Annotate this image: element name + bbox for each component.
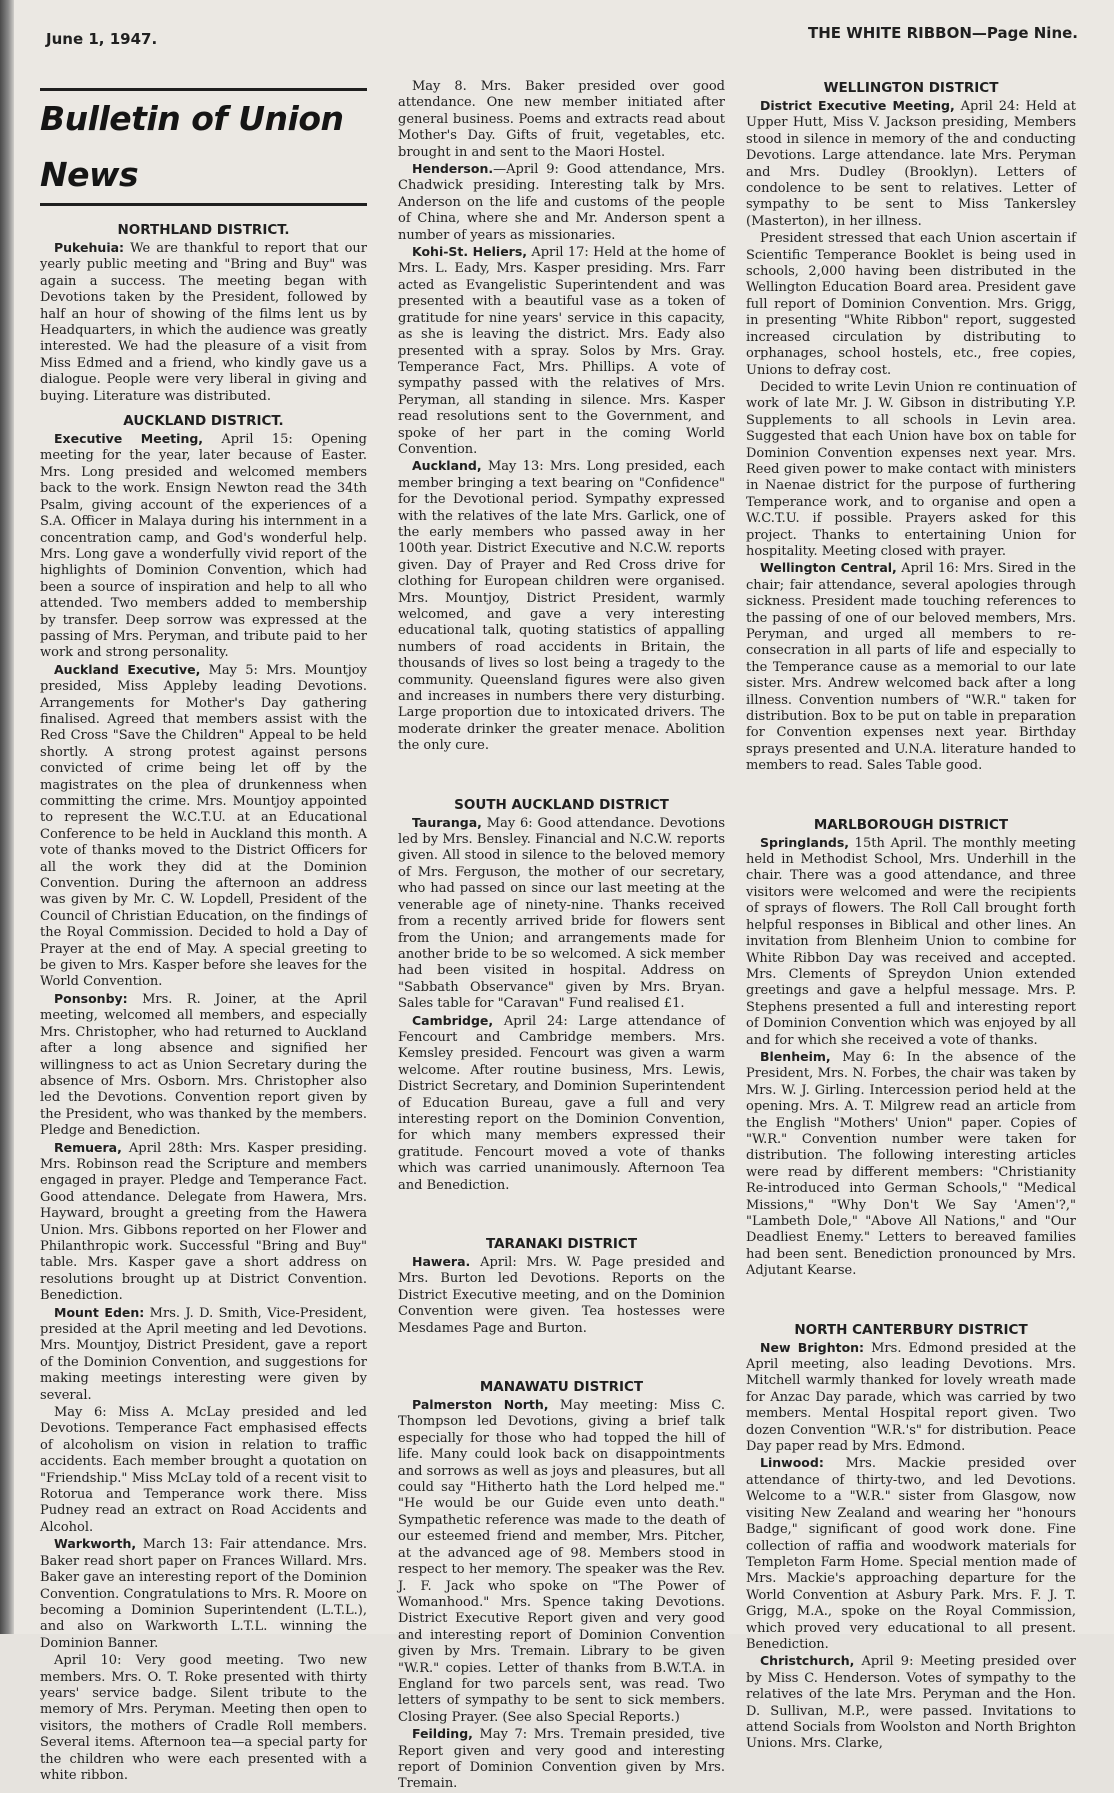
district-heading: MANAWATU DISTRICT	[479, 1379, 644, 1396]
report-text: Mrs. Edmond presided at the April meeting, also leading Devotions. Mrs. Mitchell warmly thanked for lovely wreath made for Anzac Day parade, which was carried by two members. Mental Hospital report given. Two dozen Convention "W.R.'s" for distribution. Peace Day paper read by Mrs. Edmond.	[746, 1340, 1077, 1455]
union-report	[40, 991, 367, 1140]
union-report	[40, 1305, 367, 1404]
entry-list	[398, 1397, 725, 1793]
union-name: Wellington Central,	[760, 560, 897, 576]
district-heading: NORTH CANTERBURY DISTRICT	[794, 1321, 1028, 1338]
union-name: Auckland Executive,	[54, 661, 201, 677]
district-heading: SOUTH AUCKLAND DISTRICT	[454, 796, 669, 813]
union-report	[746, 1653, 1076, 1752]
union-name: New Brighton:	[760, 1339, 865, 1355]
report-text: 15th April. The monthly meeting held in Methodist School, Mrs. Underhill in the chair. There was a good attendance, and three visitors were welcomed and were the recipients of sprays of flowers. The Roll Call brought forth helpful responses in Biblical and other lines. An invitation from Blenheim Union to combine for White Ribbon Day was received and accepted. Mrs. Clements of Spreydon Union extended greetings and gave a helpful message. Mrs. P. Stephens presented a full and interesting report of Dominion Convention which was enjoyed by all and for which she received a vote of thanks.	[746, 835, 1076, 1048]
union-name: Henderson.	[412, 161, 494, 177]
report-text: May 6: In the absence of the President, Mrs. N. Forbes, the chair was taken by Mrs. W. J. Girling. Intercession period held at the opening. Mrs. A. T. Milgrew read an article from the English "Mothers' Union" paper. Copies of "W.R." Convention number were taken for distribution. The following interesting articles were read by different members: "Christianity Re-introduced into German Schools," "Medical Missions," "Why Don't We Say 'Amen'?," "Lambeth Dole," "Above All Nations," and "Our Deadliest Enemy." Letters to bereaved families had been sent. Benediction pronounced by Mrs. Adjutant Kearse.	[746, 1049, 1076, 1279]
district-heading: MARLBOROUGH DISTRICT	[813, 816, 1009, 833]
union-report	[398, 78, 725, 161]
union-name: Auckland,	[412, 458, 482, 474]
union-name: Linwood:	[760, 1455, 824, 1471]
union-report	[398, 815, 725, 1013]
union-report	[40, 662, 367, 991]
union-report	[746, 1049, 1076, 1280]
union-report	[746, 230, 1076, 379]
report-text: April 16: Mrs. Sired in the chair; fair attendance, several apologies through sickness. President made touching references to the passing of one of our beloved members, Mrs. Peryman, and urged all members to re-consecration in all parts of life and especially to the Temperance cause as a memorial to our late sister. Mrs. Andrew welcomed back after a long illness. Convention numbers of "W.R." taken for distribution. Box to be put on table in preparation for Convention expenses next year. Birthday sprays presented and U.N.A. literature handed to members to read. Sales Table good.	[746, 561, 1076, 774]
district-wellington	[746, 80, 1076, 775]
district-heading: AUCKLAND DISTRICT.	[123, 413, 284, 430]
union-name: Remuera,	[54, 1139, 122, 1155]
entry-list	[746, 98, 1076, 775]
union-report	[746, 1455, 1076, 1653]
report-text: Mrs. R. Joiner, at the April meeting, welcomed all members, and especially Mrs. Christopher, who had returned to Auckland after a long absence and signified her willingness to act as Union Secretary during the absence of Mrs. Osborn. Mrs. Christopher also led the Devotions. Convention report given by the President, who was thanked by the members. Pledge and Benediction.	[40, 991, 367, 1139]
report-text: President stressed that each Union ascertain if Scientific Temperance Booklet is being used in schools, 2,000 having been distributed in the Wellington Education Board area. President gave full report of Dominion Convention. Mrs. Grigg, in presenting "White Ribbon" report, suggested increased circulation by distributing to orphanages, school hostels, etc., free copies, Unions to defray cost.	[746, 231, 1076, 378]
union-report	[40, 1652, 367, 1784]
union-name: Feilding,	[412, 1726, 473, 1742]
masthead-title: Bulletin of Union News	[40, 99, 344, 194]
union-report	[40, 431, 367, 662]
district-auckland-continued	[398, 78, 725, 755]
report-text: April 24: Held at Upper Hutt, Miss V. Jackson presiding, Members stood in silence in memory of the and conducting Devotions. Large attendance. late Mrs. Peryman and Mrs. Dudley (Brooklyn). Letters of condolence to be sent to relatives. Letter of sympathy to be sent to Miss Tankersley (Masterton), in her illness.	[746, 99, 1076, 229]
running-head: THE WHITE RIBBON—Page Nine.	[807, 24, 1078, 42]
union-report	[398, 244, 725, 458]
union-name: Warkworth,	[54, 1536, 137, 1552]
column-1	[40, 78, 368, 1783]
entry-list	[40, 431, 367, 1784]
report-text: Mrs. Mackie presided over attendance of thirty-two, and led Devotions. Welcome to a "W.R." sister from Glasgow, now visiting New Zealand and wearing her "honours Badge," significant of good work done. Fine collection of raffia and woodwork materials for Templeton Farm Home. Special mention made of Mrs. Mackie's approaching departure for the World Convention at Asbury Park. Mrs. F. J. T. Grigg, M.A., spoke on the Royal Commission, which proved very educational to all present. Benediction.	[746, 1456, 1076, 1652]
district-heading: TARANAKI DISTRICT	[485, 1236, 638, 1252]
union-report	[746, 835, 1076, 1049]
column-3	[746, 78, 1077, 1752]
report-text: April 10: Very good meeting. Two new members. Mrs. O. T. Roke presented with thirty years' service badge. Silent tribute to the memory of Mrs. Peryman. Meeting then open to visitors, the mothers of Cradle Roll members. Several items. Afternoon tea—a special party for the children who were each presented with a white ribbon.	[40, 1653, 367, 1783]
union-name: Kohi-St. Heliers,	[412, 244, 528, 260]
report-text: We are thankful to report that our yearly public meeting and "Bring and Buy" was again a success. The meeting began with Devotions taken by the President, followed by half an hour of showing of the films lent us by Headquarters, in which the audience was greatly interested. We had the pleasure of a visit from Miss Edmed and a friend, who kindly gave us a dialogue. People were very liberal in giving and buying. Literature was distributed.	[40, 241, 367, 404]
district-marlborough	[746, 817, 1076, 1280]
union-name: Springlands,	[760, 834, 850, 850]
report-text: May 5: Mrs. Mountjoy presided, Miss Appleby leading Devotions. Arrangements for Mother's Day gathering finalised. Agreed that members assist with the Red Cross "Save the Children" Appeal to be held shortly. A strong protest against persons convicted of crime being let off by the magistrates on the plea of drunkenness when committing the crime. Mrs. Mountjoy appointed to represent the W.C.T.U. at an Educational Conference to be held in Auckland this month. A vote of thanks moved to the District Officers for all the work they did at the Dominion Convention. During the afternoon an address was given by Mr. C. W. Lopdell, President of the Council of Christian Education, on the findings of the Royal Commission. Decided to hold a Day of Prayer at the end of May. A special greeting to be given to Mrs. Kasper before she leaves for the World Convention.	[40, 662, 367, 990]
union-report	[746, 379, 1076, 560]
report-text: April 24: Large attendance of Fencourt and Cambridge members. Mrs. Kemsley presided. Fencourt was given a warm welcome. After routine business, Mrs. Lewis, District Secretary, and Dominion Superintendent of Education Bureau, gave a full and very interesting report on the Dominion Convention, for which many members expressed their gratitude. Fencourt moved a vote of thanks which was carried unanimously. Afternoon Tea and Benediction.	[398, 1013, 725, 1193]
entry-list	[398, 815, 725, 1194]
union-report	[40, 1404, 367, 1536]
district-south-auckland	[398, 797, 725, 1194]
union-name: Mount Eden:	[54, 1304, 145, 1320]
report-text: May 13: Mrs. Long presided, each member bringing a text bearing on "Confidence" for the Devotional period. Sympathy expressed with the relatives of the late Mrs. Garlick, one of the early members who passed away in her 100th year. District Executive and N.C.W. reports given. Day of Prayer and Red Cross drive for clothing for European children were organised. Mrs. Mountjoy, District President, warmly welcomed, and gave a very interesting educational talk, quoting statistics of appalling numbers of road accidents in Britain, the thousands of lives so lost being a tragedy to the community. Queensland figures were also given and increases in numbers there very disturbing. Large proportion due to intoxicated drivers. The moderate drinker the greater menace. Abolition the only cure.	[398, 459, 725, 754]
district-northland	[40, 222, 367, 405]
page-binding-edge	[0, 0, 14, 1634]
district-north-canterbury	[746, 1322, 1076, 1753]
union-name: Pukehuia:	[54, 240, 125, 255]
district-manawatu	[398, 1379, 725, 1793]
union-name: Palmerston North,	[412, 1397, 549, 1413]
union-report	[398, 1013, 725, 1194]
report-text: May 6: Miss A. McLay presided and led Devotions. Temperance Fact emphasised effects of alcoholism on vision in relation to traffic accidents. Each member brought a quotation on "Friendship." Miss McLay told of a recent visit to Rotorua and Temperance work there. Miss Pudney read an extract on Road Accidents and Alcohol.	[40, 1405, 367, 1535]
union-report	[746, 98, 1076, 230]
union-report	[746, 560, 1076, 774]
report-text: May 8. Mrs. Baker presided over good attendance. One new member initiated after general business. Poems and extracts read about Mother's Day. Gifts of fruit, vegetables, etc. brought in and sent to the Maori Hostel.	[398, 79, 725, 160]
report-text: April 17: Held at the home of Mrs. L. Eady, Mrs. Kasper presiding. Mrs. Farr acted as Evangelistic Superintendent and was presented with a beautiful vase as a token of gratitude for nine years' service in this capacity, as she is leaving the district. Mrs. Eady also presented with a spray. Solos by Mrs. Gray. Temperance Fact, Mrs. Phillips. A vote of sympathy passed with the relatives of Mrs. Peryman, all standing in silence. Mrs. Kasper read resolutions sent to the Government, and spoke of her part in the coming World Convention.	[398, 245, 725, 457]
union-name: Ponsonby:	[54, 990, 128, 1006]
column-2	[398, 78, 725, 1792]
district-taranaki	[398, 1236, 725, 1337]
union-report	[40, 1140, 367, 1305]
entry-list	[398, 1254, 725, 1337]
union-name: District Executive Meeting,	[760, 98, 955, 113]
entry-list	[40, 240, 367, 405]
union-name: Tauranga,	[412, 814, 482, 830]
report-text: May 7: Mrs. Tremain presided, tive Report given and very good and interesting report of Dominion Convention given by Mrs. Tremain.	[398, 1727, 725, 1792]
district-heading: WELLINGTON DISTRICT	[823, 80, 999, 96]
district-auckland	[40, 413, 367, 1784]
union-name: Hawera.	[412, 1254, 471, 1269]
report-text: May meeting: Miss C. Thompson led Devotions, giving a brief talk especially for those who had topped the hill of life. Many could look back on disappointments and sorrows as well as joys and pleasures, but all could say "Hitherto hath the Lord helped me." "He would be our Guide even unto death." Sympathetic reference was made to the death of our esteemed friend and member, Mrs. Pitcher, at the advanced age of 98. Members stood in respect to her memory. The speaker was the Rev. J. F. Jack who spoke on "The Power of Womanhood." Mrs. Spence taking Devotions. District Executive Report given and very good and interesting report of Dominion Convention given by Mrs. Tremain. Library to be given "W.R." copies. Letter of thanks from B.W.T.A. in England for two parcels sent, was read. Two letters of sympathy to be sent to sick members. Closing Prayer. (See also Special Reports.)	[398, 1398, 725, 1725]
entry-list	[746, 835, 1076, 1280]
report-text: April 28th: Mrs. Kasper presiding. Mrs. Robinson read the Scripture and members engaged in prayer. Pledge and Temperance Fact. Good attendance. Delegate from Hawera, Mrs. Hayward, brought a greeting from the Hawera Union. Mrs. Gibbons reported on her Flower and Philanthropic work. Successful "Bring and Buy" table. Mrs. Kasper gave a short address on resolutions brought up at District Convention. Benediction.	[40, 1140, 367, 1304]
union-name: Christchurch,	[760, 1653, 855, 1669]
entry-list	[746, 1340, 1076, 1753]
union-report	[398, 1254, 725, 1337]
issue-date: June 1, 1947.	[46, 30, 158, 48]
report-text: Mrs. J. D. Smith, Vice-President, presided at the April meeting and led Devotions. Mrs. Mountjoy, District President, gave a report of the Dominion Convention, and suggestions for making meetings interesting were given by several.	[40, 1305, 368, 1403]
union-report	[398, 1726, 725, 1793]
union-report	[398, 458, 725, 754]
union-report	[398, 1397, 725, 1726]
report-text: —April 9: Good attendance, Mrs. Chadwick presiding. Interesting talk by Mrs. Anderson on the life and customs of the people of China, where she and Mr. Anderson spent a number of years as missionaries.	[398, 162, 725, 243]
union-name: Executive Meeting,	[54, 431, 204, 447]
masthead	[40, 88, 367, 206]
union-report	[746, 1340, 1076, 1456]
report-text: April 15: Opening meeting for the year, later because of Easter. Mrs. Long presided and welcomed members back to the work. Ensign Newton read the 34th Psalm, giving account of the experiences of a S.A. Officer in Malaya during his internment in a concentration camp, and God's wonderful help. Mrs. Long gave a wonderfully vivid report of the highlights of Dominion Convention, which had been a source of inspiration and help to all who attended. Two members added to membership by transfer. Deep sorrow was expressed at the passing of Mrs. Peryman, and tribute paid to her work and strong personality.	[40, 432, 367, 661]
union-report	[40, 1536, 367, 1652]
district-heading: NORTHLAND DISTRICT.	[117, 222, 290, 238]
union-report	[398, 161, 725, 244]
union-name: Blenheim,	[760, 1048, 831, 1064]
report-text: April 9: Meeting presided over by Miss C. Henderson. Votes of sympathy to the relatives of the late Mrs. Peryman and the Hon. D. Sullivan, M.P., were passed. Invitations to attend Socials from Woolston and North Brighton Unions. Mrs. Clarke,	[746, 1654, 1076, 1752]
report-text: May 6: Good attendance. Devotions led by Mrs. Bensley. Financial and N.C.W. reports given. All stood in silence to the beloved memory of Mrs. Ferguson, the mother of our secretary, who had passed on since our last meeting at the venerable age of ninety-nine. Thanks received from a recently arrived bride for flowers sent from the Union; and arrangements made for another bride to be so welcomed. A sick member had been visited in hospital. Address on "Sabbath Observance" given by Mrs. Bryan. Sales table for "Caravan" Fund realised £1.	[398, 815, 725, 1012]
report-text: March 13: Fair attendance. Mrs. Baker read short paper on Frances Willard. Mrs. Baker gave an interesting report of the Dominion Convention. Congratulations to Mrs. R. Moore on becoming a Dominion Superintendent (L.T.L.), and also on Warkworth L.T.L. winning the Dominion Banner.	[40, 1537, 367, 1651]
report-text: Decided to write Levin Union re continuation of work of late Mr. J. W. Gibson in distributing Y.P. Supplements to all schools in Levin area. Suggested that each Union have box on table for Dominion Convention expenses next year. Mrs. Reed given power to make contact with ministers in Naenae district for the purpose of furthering Temperance work, and to organise and open a W.C.T.U. if possible. Prayers asked for this project. Thanks to entertaining Union for hospitality. Meeting closed with prayer.	[746, 379, 1076, 559]
report-text: April: Mrs. W. Page presided and Mrs. Burton led Devotions. Reports on the District Executive meeting, and on the Dominion Convention were given. Tea hostesses were Mesdames Page and Burton.	[398, 1255, 725, 1336]
entry-list	[398, 78, 725, 755]
union-name: Cambridge,	[412, 1012, 494, 1028]
union-report	[40, 240, 367, 405]
